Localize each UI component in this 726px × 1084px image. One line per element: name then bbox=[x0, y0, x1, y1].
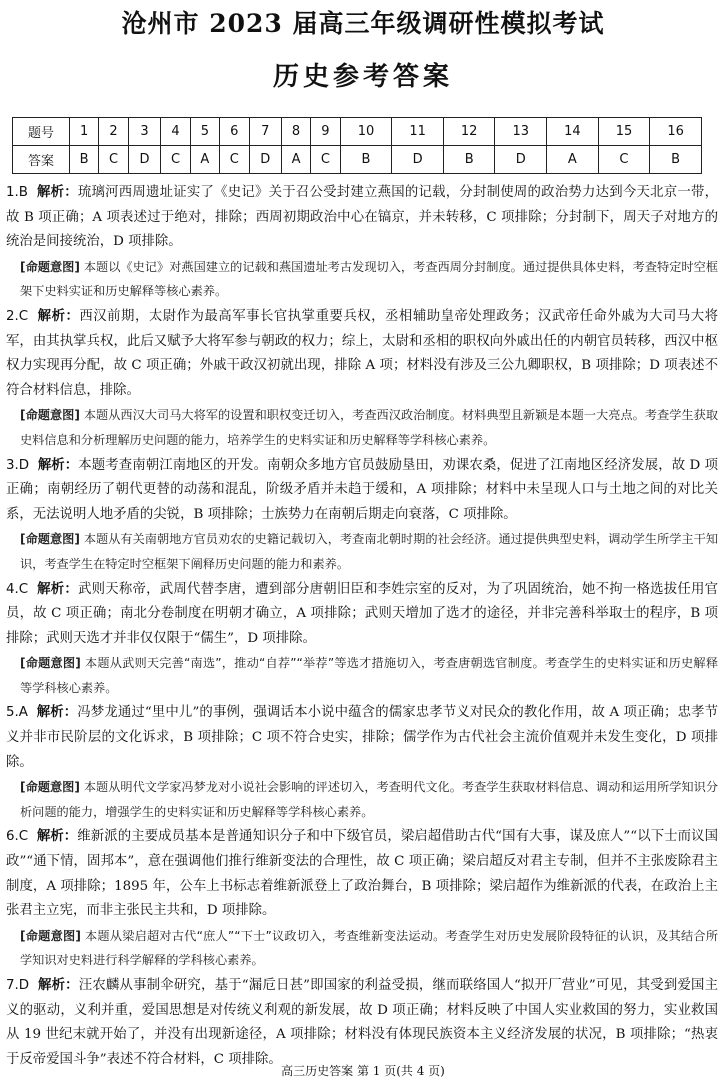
intent-label: [命题意图] bbox=[20, 259, 80, 274]
analysis-text: 西汉前期，太尉作为最高军事长官执掌重要兵权，丞相辅助皇帝处理政务；汉武帝任命外戚为大司马大将军，由其执掌兵权，此后又赋予大将军参与朝政的权力；综上，太尉和丞相的职权向外戚出任的内朝官员转移，西汉中枢权力实现再分配，故 C 项正确；外戚干政汉初就出现，排除 A 项；材料没有涉及三公九卿职权，B 项排除；D 项表述不符合材料信息，排除。 bbox=[6, 308, 719, 398]
question-number: 16 bbox=[650, 118, 702, 146]
explanation-list bbox=[6, 180, 718, 1072]
intent-text: 本题从武则天完善“南选”，推动“自荐”“举荐”等选才措施切入，考查唐朝选官制度。考查学生的史料实证和历史解释等学科核心素养。 bbox=[20, 656, 719, 695]
explanation-item bbox=[6, 700, 718, 775]
answer-table bbox=[12, 117, 702, 174]
intent-block bbox=[6, 403, 718, 452]
analysis-label: 解析： bbox=[37, 580, 78, 597]
intent-text: 本题以《史记》对燕国建立的记载和燕国遗址考古发现切入，考查西周分封制度。通过提供具体史料，考查特定时空框架下史料实证和历史解释等核心素养。 bbox=[20, 259, 719, 299]
question-number: 8 bbox=[281, 118, 310, 146]
answer-table-answer-row bbox=[13, 146, 702, 174]
analysis-text: 武则天称帝，武周代替李唐，遭到部分唐朝旧臣和李姓宗室的反对，为了巩固统治，她不拘一格选拔任用官员，故 C 项正确；南北分卷制度在明朝才确立，A 项排除；武则天增加了选才的途径，并非完善科举取士的程序，B 项排除；武则天选才并非仅仅限于“儒生”，D 项排除。 bbox=[6, 581, 719, 646]
intent-block bbox=[6, 527, 718, 576]
intent-label: [命题意图] bbox=[20, 928, 81, 943]
answer-table-number-row bbox=[13, 118, 702, 146]
answer-cell: D bbox=[392, 146, 444, 174]
answer-cell: C bbox=[219, 146, 249, 174]
analysis-label: 解析： bbox=[37, 307, 80, 324]
intent-block bbox=[6, 924, 718, 973]
question-number: 11 bbox=[392, 118, 444, 146]
answer-cell: B bbox=[650, 146, 702, 174]
analysis-text: 本题考查南朝江南地区的开发。南朝众多地方官员鼓励垦田，劝课农桑，促进了江南地区经济发展，故 D 项正确；南朝经历了朝代更替的动荡和混乱，阶级矛盾并未趋于缓和，A 项排除；材料中未呈现人口与土地之间的对比关系，无法说明人地矛盾的尖锐，B 项排除；士族势力在南朝后期走向衰落，C 项排除。 bbox=[6, 457, 719, 522]
question-number: 2 bbox=[99, 118, 129, 146]
analysis-label: 解析： bbox=[36, 828, 78, 845]
intent-text: 本题从明代文学家冯梦龙对小说社会影响的评述切入，考查明代文化。考查学生获取材料信息、调动和运用所学知识分析问题的能力，增强学生的史料实证和历史解释等学科核心素养。 bbox=[20, 780, 719, 819]
item-number: 3.D bbox=[6, 457, 30, 473]
analysis-label: 解析： bbox=[36, 704, 78, 721]
item-number: 1.B bbox=[6, 185, 28, 200]
analysis-label: 解析： bbox=[38, 977, 79, 993]
analysis-text: 冯梦龙通过“里中儿”的事例，强调话本小说中蕴含的儒家忠孝节义对民众的教化作用，故 A 项正确；忠孝节义并非市民阶层的文化诉求，B 项排除；C 项不符合史实，排除；儒学作为古代社会主流价值观并未发生变化，D 项排除。 bbox=[6, 705, 719, 770]
answer-table-answer-header: 答案 bbox=[13, 146, 70, 174]
analysis-label: 解析： bbox=[37, 456, 79, 473]
answer-cell: A bbox=[190, 146, 219, 174]
analysis-text: 维新派的主要成员基本是普通知识分子和中下级官员，梁启超借助古代“国有大事，谋及庶人”“以下士而议国政”“通下情，固邦本”，意在强调他们推行维新变法的合理性，故 C 项正确；梁启超反对君主专制，但并不主张废除君主制度，A 项排除；1895 年，公车上书标志着维新派登上了政治舞台，B 项排除；梁启超作为维新派的代表，在政治上主张君主立宪，而非主张民主共和，D 项排除。 bbox=[6, 829, 719, 919]
answer-table-number-header: 题号 bbox=[13, 118, 70, 146]
explanation-item bbox=[6, 180, 718, 255]
explanation-item bbox=[6, 973, 718, 1072]
answer-cell: C bbox=[161, 146, 191, 174]
intent-label: [命题意图] bbox=[20, 532, 80, 547]
item-number: 2.C bbox=[6, 308, 29, 324]
answer-cell: D bbox=[128, 146, 160, 174]
intent-block bbox=[6, 651, 718, 700]
question-number: 14 bbox=[547, 118, 599, 146]
answer-cell: B bbox=[70, 146, 99, 174]
analysis-label: 解析： bbox=[36, 184, 78, 200]
explanation-item bbox=[6, 824, 718, 923]
intent-text: 本题从有关南朝地方官员劝农的史籍记载切入，考查南北朝时期的社会经济。通过提供典型史料，调动学生所学主干知识，考查学生在特定时空框架下阐释历史问题的能力和素养。 bbox=[20, 532, 719, 571]
question-number: 4 bbox=[161, 118, 191, 146]
answer-cell: C bbox=[311, 146, 341, 174]
page-footer: 高三历史答案 第 1 页(共 4 页) bbox=[281, 1064, 445, 1078]
answer-cell: C bbox=[99, 146, 129, 174]
question-number: 5 bbox=[190, 118, 219, 146]
item-number: 6.C bbox=[6, 829, 29, 845]
analysis-text: 汪农麟从事制伞研究，基于“漏卮日甚”即国家的利益受损，继而联络国人“拟开厂营业”可见，其受到爱国主义的驱动，义利并重，爱国思想是对传统义利观的新发展，故 D 项正确；材料反映了中国人实业救国的努力，实业救国从 19 世纪末就开始了，并没有出现新途径，A 项排除；材料没有体现民族资本主义经济发展的状况，B 项排除；“热衷于反帝爱国斗争”表述不符合材料，C 项排除。 bbox=[6, 978, 719, 1067]
answer-cell: D bbox=[249, 146, 281, 174]
intent-block bbox=[6, 775, 718, 824]
intent-label: [命题意图] bbox=[20, 656, 81, 671]
question-number: 6 bbox=[219, 118, 249, 146]
intent-block bbox=[6, 255, 718, 304]
question-number: 12 bbox=[443, 118, 495, 146]
explanation-item bbox=[6, 304, 718, 403]
answer-cell: A bbox=[547, 146, 599, 174]
intent-text: 本题从西汉大司马大将军的设置和职权变迁切入，考查西汉政治制度。材料典型且新颖是本题一大亮点。考查学生获取史料信息和分析理解历史问题的能力，培养学生的史料实证和历史解释等学科核心素养。 bbox=[20, 408, 719, 447]
explanation-item bbox=[6, 453, 718, 528]
intent-label: [命题意图] bbox=[20, 780, 80, 795]
question-number: 7 bbox=[249, 118, 281, 146]
question-number: 1 bbox=[70, 118, 99, 146]
page-title: 沧州市 2023 届高三年级调研性模拟考试 bbox=[121, 9, 605, 38]
page-subtitle: 历史参考答案 bbox=[272, 62, 453, 92]
answer-cell: B bbox=[340, 146, 392, 174]
item-number: 5.A bbox=[6, 705, 28, 721]
question-number: 13 bbox=[495, 118, 547, 146]
item-number: 4.C bbox=[6, 581, 29, 597]
question-number: 10 bbox=[340, 118, 392, 146]
question-number: 15 bbox=[598, 118, 650, 146]
answer-cell: C bbox=[598, 146, 650, 174]
answer-cell: A bbox=[281, 146, 310, 174]
answer-cell: B bbox=[443, 146, 495, 174]
answer-cell: D bbox=[495, 146, 547, 174]
intent-label: [命题意图] bbox=[20, 408, 80, 423]
analysis-text: 琉璃河西周遗址证实了《史记》关于召公受封建立燕国的记载，分封制使周的政治势力达到今天北京一带，故 B 项正确；A 项表述过于绝对，排除；西周初期政治中心在镐京，并未转移，C 项排除；分封制下，周天子对地方的统治是间接统治，D 项排除。 bbox=[6, 185, 719, 250]
explanation-item bbox=[6, 577, 718, 652]
item-number: 7.D bbox=[6, 978, 30, 993]
intent-text: 本题从梁启超对古代“庶人”“下士”议政切入，考查维新变法运动。考查学生对历史发展阶段特征的认识，及其结合所学知识对史料进行科学解释的学科核心素养。 bbox=[20, 928, 719, 968]
question-number: 3 bbox=[128, 118, 160, 146]
question-number: 9 bbox=[311, 118, 341, 146]
